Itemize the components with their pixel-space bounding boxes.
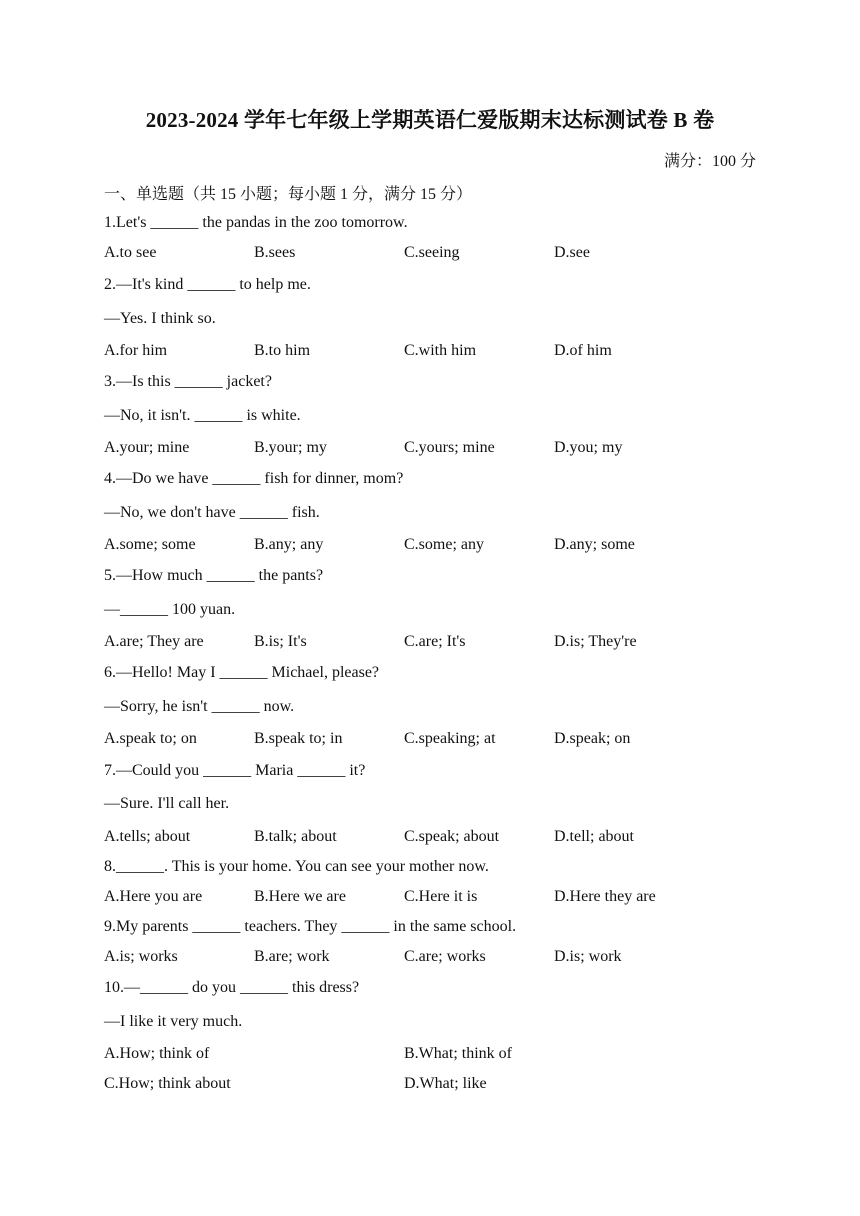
question-7-stem: 7.—Could you ______ Maria ______ it? [104, 762, 366, 779]
question-3-reply: —No, it isn't. ______ is white. [104, 407, 301, 424]
question-6-option-a: A.speak to; on [104, 730, 197, 747]
question-3-stem: 3.—Is this ______ jacket? [104, 373, 272, 390]
question-5-reply: —______ 100 yuan. [104, 601, 236, 618]
question-9-option-b: B.are; work [254, 948, 330, 965]
question-6-option-b: B.speak to; in [254, 730, 343, 747]
question-7-option-d: D.tell; about [554, 828, 634, 845]
question-9-option-d: D.is; work [554, 948, 622, 965]
question-10-option-d: D.What; like [404, 1075, 487, 1092]
question-9-option-a: A.is; works [104, 948, 178, 965]
section-heading: 一、单选题（共 15 小题；每小题 1 分，满分 15 分） [104, 186, 473, 203]
question-4-stem: 4.—Do we have ______ fish for dinner, mom? [104, 470, 404, 487]
question-6-reply: —Sorry, he isn't ______ now. [104, 698, 295, 715]
question-5-stem: 5.—How much ______ the pants? [104, 567, 324, 584]
question-6-option-c: C.speaking; at [404, 730, 496, 747]
question-10-stem: 10.—______ do you ______ this dress? [104, 979, 360, 996]
question-10-option-b: B.What; think of [404, 1045, 512, 1062]
question-8-option-a: A.Here you are [104, 888, 203, 905]
question-1-option-c: C.seeing [404, 244, 460, 261]
question-6-stem: 6.—Hello! May I ______ Michael, please? [104, 664, 380, 681]
question-1-option-d: D.see [554, 244, 590, 261]
full-score-label: 满分：100 分 [663, 153, 756, 170]
question-2-option-b: B.to him [254, 342, 311, 359]
question-9-stem: 9.My parents ______ teachers. They ______ in the same school. [104, 918, 517, 935]
question-4-option-a: A.some; some [104, 536, 196, 553]
question-7-option-c: C.speak; about [404, 828, 500, 845]
question-7-reply: —Sure. I'll call her. [104, 795, 230, 812]
question-8-stem: 8.______. This is your home. You can see your mother now. [104, 858, 489, 875]
question-2-stem: 2.—It's kind ______ to help me. [104, 276, 311, 293]
question-2-reply: —Yes. I think so. [104, 310, 216, 327]
question-7-option-b: B.talk; about [254, 828, 337, 845]
question-8-option-d: D.Here they are [554, 888, 656, 905]
question-2-option-c: C.with him [404, 342, 477, 359]
question-4-option-d: D.any; some [554, 536, 635, 553]
question-3-option-c: C.yours; mine [404, 439, 495, 456]
question-7-option-a: A.tells; about [104, 828, 191, 845]
question-9-option-c: C.are; works [404, 948, 486, 965]
question-3-option-d: D.you; my [554, 439, 623, 456]
question-3-option-a: A.your; mine [104, 439, 190, 456]
question-5-option-c: C.are; It's [404, 633, 466, 650]
question-8-option-b: B.Here we are [254, 888, 346, 905]
question-1-option-a: A.to see [104, 244, 157, 261]
question-5-option-a: A.are; They are [104, 633, 204, 650]
question-4-option-c: C.some; any [404, 536, 484, 553]
question-1-stem: 1.Let's ______ the pandas in the zoo tomorrow. [104, 214, 408, 231]
question-10-option-c: C.How; think about [104, 1075, 231, 1092]
question-1-option-b: B.sees [254, 244, 296, 261]
question-4-option-b: B.any; any [254, 536, 324, 553]
question-6-option-d: D.speak; on [554, 730, 631, 747]
question-5-option-d: D.is; They're [554, 633, 637, 650]
page-title: 2023-2024 学年七年级上学期英语仁爱版期末达标测试卷 B 卷 [145, 108, 715, 132]
question-3-option-b: B.your; my [254, 439, 327, 456]
question-10-reply: —I like it very much. [104, 1013, 243, 1030]
question-2-option-d: D.of him [554, 342, 612, 359]
question-10-option-a: A.How; think of [104, 1045, 210, 1062]
question-4-reply: —No, we don't have ______ fish. [104, 504, 320, 521]
question-5-option-b: B.is; It's [254, 633, 307, 650]
question-2-option-a: A.for him [104, 342, 168, 359]
question-8-option-c: C.Here it is [404, 888, 478, 905]
